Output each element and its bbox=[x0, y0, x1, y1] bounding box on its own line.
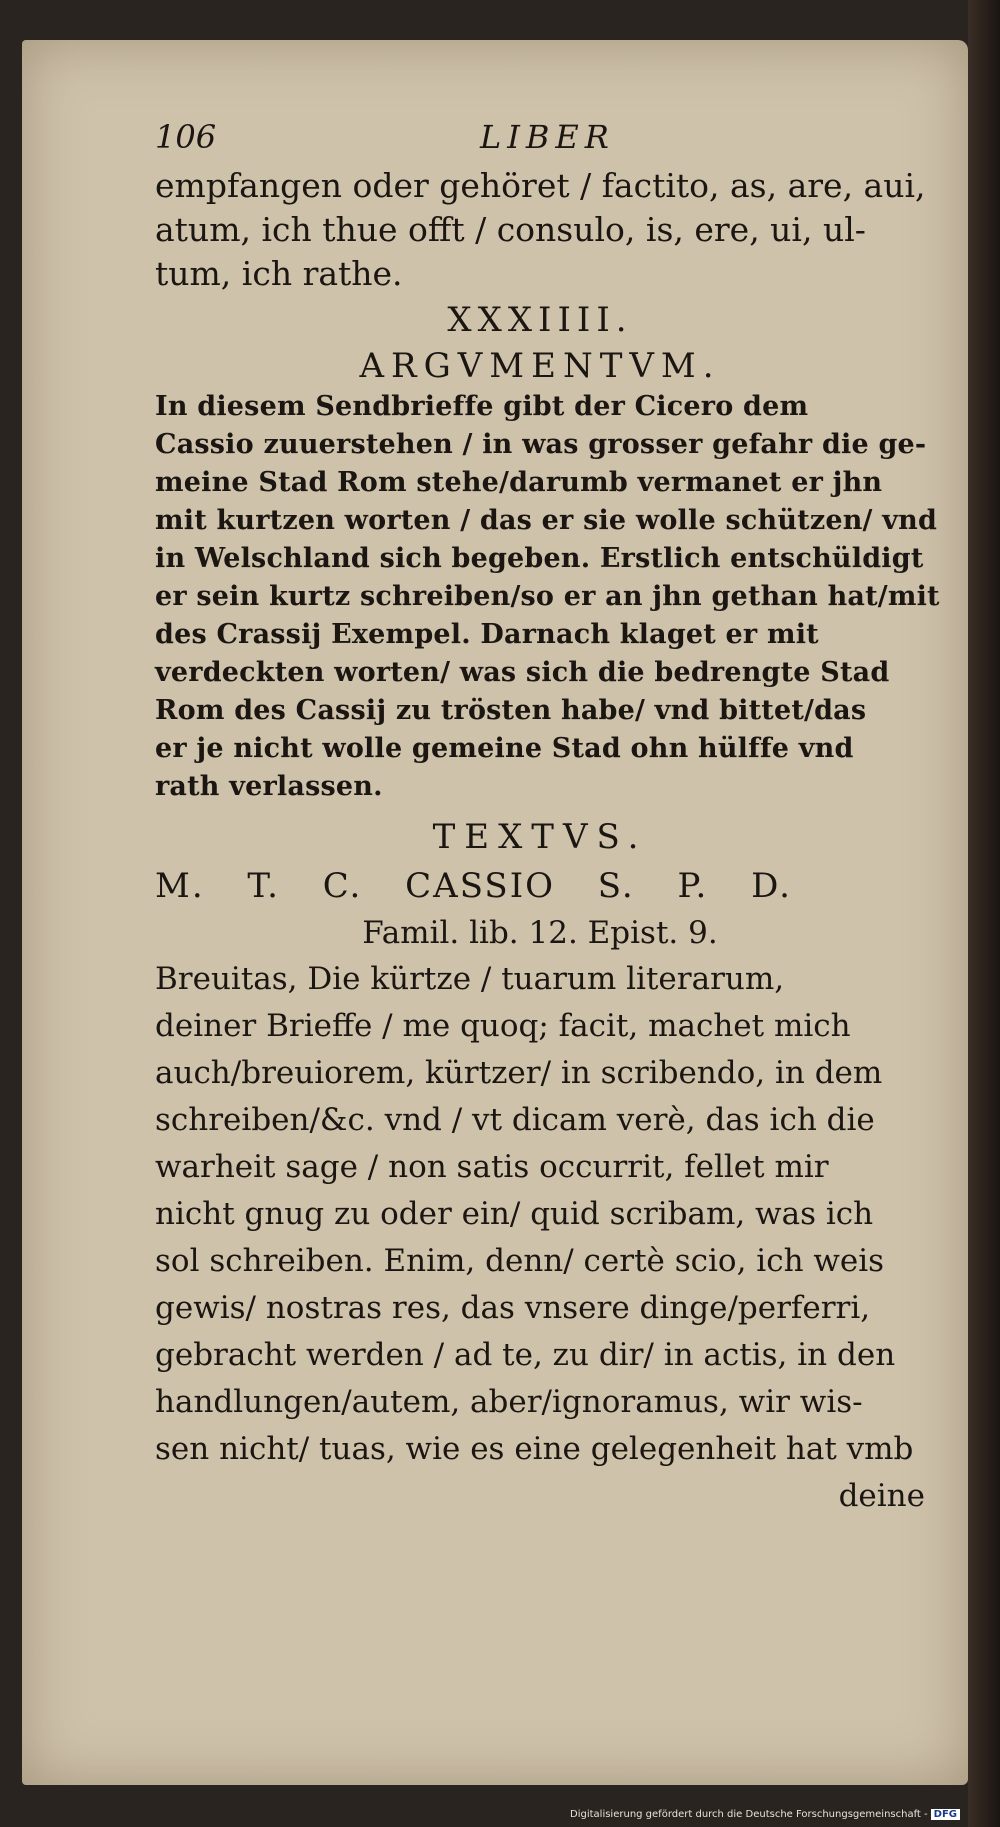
book-spine-edge bbox=[968, 0, 1000, 1827]
text-line: gewis/ nostras res, das vnsere dinge/perferri, bbox=[155, 1290, 871, 1326]
argument-line: mit kurtzen worten / das er sie wolle schützen/ vnd bbox=[155, 505, 938, 536]
text-line: tum, ich rathe. bbox=[155, 254, 403, 293]
argument-line: meine Stad Rom stehe/darumb vermanet er jhn bbox=[155, 467, 883, 498]
page-header bbox=[155, 118, 925, 164]
argument-line: er sein kurtz schreiben/so er an jhn gethan hat/mit bbox=[155, 581, 940, 612]
text-line: sen nicht/ tuas, wie es eine gelegenheit hat vmb bbox=[155, 1431, 914, 1467]
text-line: schreiben/&c. vnd / vt dicam verè, das ich die bbox=[155, 1102, 875, 1138]
textus-heading: TEXTVS. bbox=[432, 817, 648, 857]
digitization-credit bbox=[570, 1809, 960, 1820]
text-line: deiner Brieffe / me quoq; facit, machet mich bbox=[155, 1008, 851, 1044]
page-number: 106 bbox=[155, 118, 217, 156]
argument-paragraph bbox=[155, 388, 940, 806]
text-line: nicht gnug zu oder ein/ quid scribam, was ich bbox=[155, 1196, 874, 1232]
text-line: warheit sage / non satis occurrit, fellet mir bbox=[155, 1149, 829, 1185]
letter-text bbox=[155, 956, 925, 1473]
dfg-logo: DFG bbox=[931, 1809, 960, 1820]
citation-line: Famil. lib. 12. Epist. 9. bbox=[362, 915, 718, 951]
letter-number-heading: XXXIIII. bbox=[447, 300, 633, 340]
argument-line: Cassio zuuerstehen / in was grosser gefahr die ge- bbox=[155, 429, 927, 460]
argument-line: rath verlassen. bbox=[155, 771, 383, 802]
text-line: atum, ich thue offt / consulo, is, ere, ui, ul- bbox=[155, 210, 866, 249]
running-head: LIBER bbox=[480, 118, 615, 156]
argument-line: des Crassij Exempel. Darnach klaget er mit bbox=[155, 619, 819, 650]
argument-line: er je nicht wolle gemeine Stad ohn hülffe vnd bbox=[155, 733, 854, 764]
argument-line: in Welschland sich begeben. Erstlich entschüldigt bbox=[155, 543, 924, 574]
credit-text: Digitalisierung gefördert durch die Deutsche Forschungsgemeinschaft - bbox=[570, 1809, 928, 1820]
argument-heading: ARGVMENTVM. bbox=[359, 346, 721, 386]
text-line: auch/breuiorem, kürtzer/ in scribendo, in dem bbox=[155, 1055, 883, 1091]
text-line: Breuitas, Die kürtze / tuarum literarum, bbox=[155, 961, 785, 997]
text-line: empfangen oder gehöret / factito, as, are, aui, bbox=[155, 166, 926, 205]
page-text-block bbox=[155, 118, 940, 1520]
argument-line: In diesem Sendbrieffe gibt der Cicero dem bbox=[155, 391, 809, 422]
text-line: handlungen/autem, aber/ignoramus, wir wis- bbox=[155, 1384, 863, 1420]
text-line: sol schreiben. Enim, denn/ certè scio, ich weis bbox=[155, 1243, 885, 1279]
salutation-line: M. T. C. CASSIO S. P. D. bbox=[155, 866, 792, 906]
argument-line: verdeckten worten/ was sich die bedrengte Stad bbox=[155, 657, 890, 688]
catchword: deine bbox=[838, 1478, 925, 1514]
text-line: gebracht werden / ad te, zu dir/ in actis, in den bbox=[155, 1337, 896, 1373]
opening-lines bbox=[155, 164, 925, 296]
argument-line: Rom des Cassij zu trösten habe/ vnd bittet/das bbox=[155, 695, 867, 726]
